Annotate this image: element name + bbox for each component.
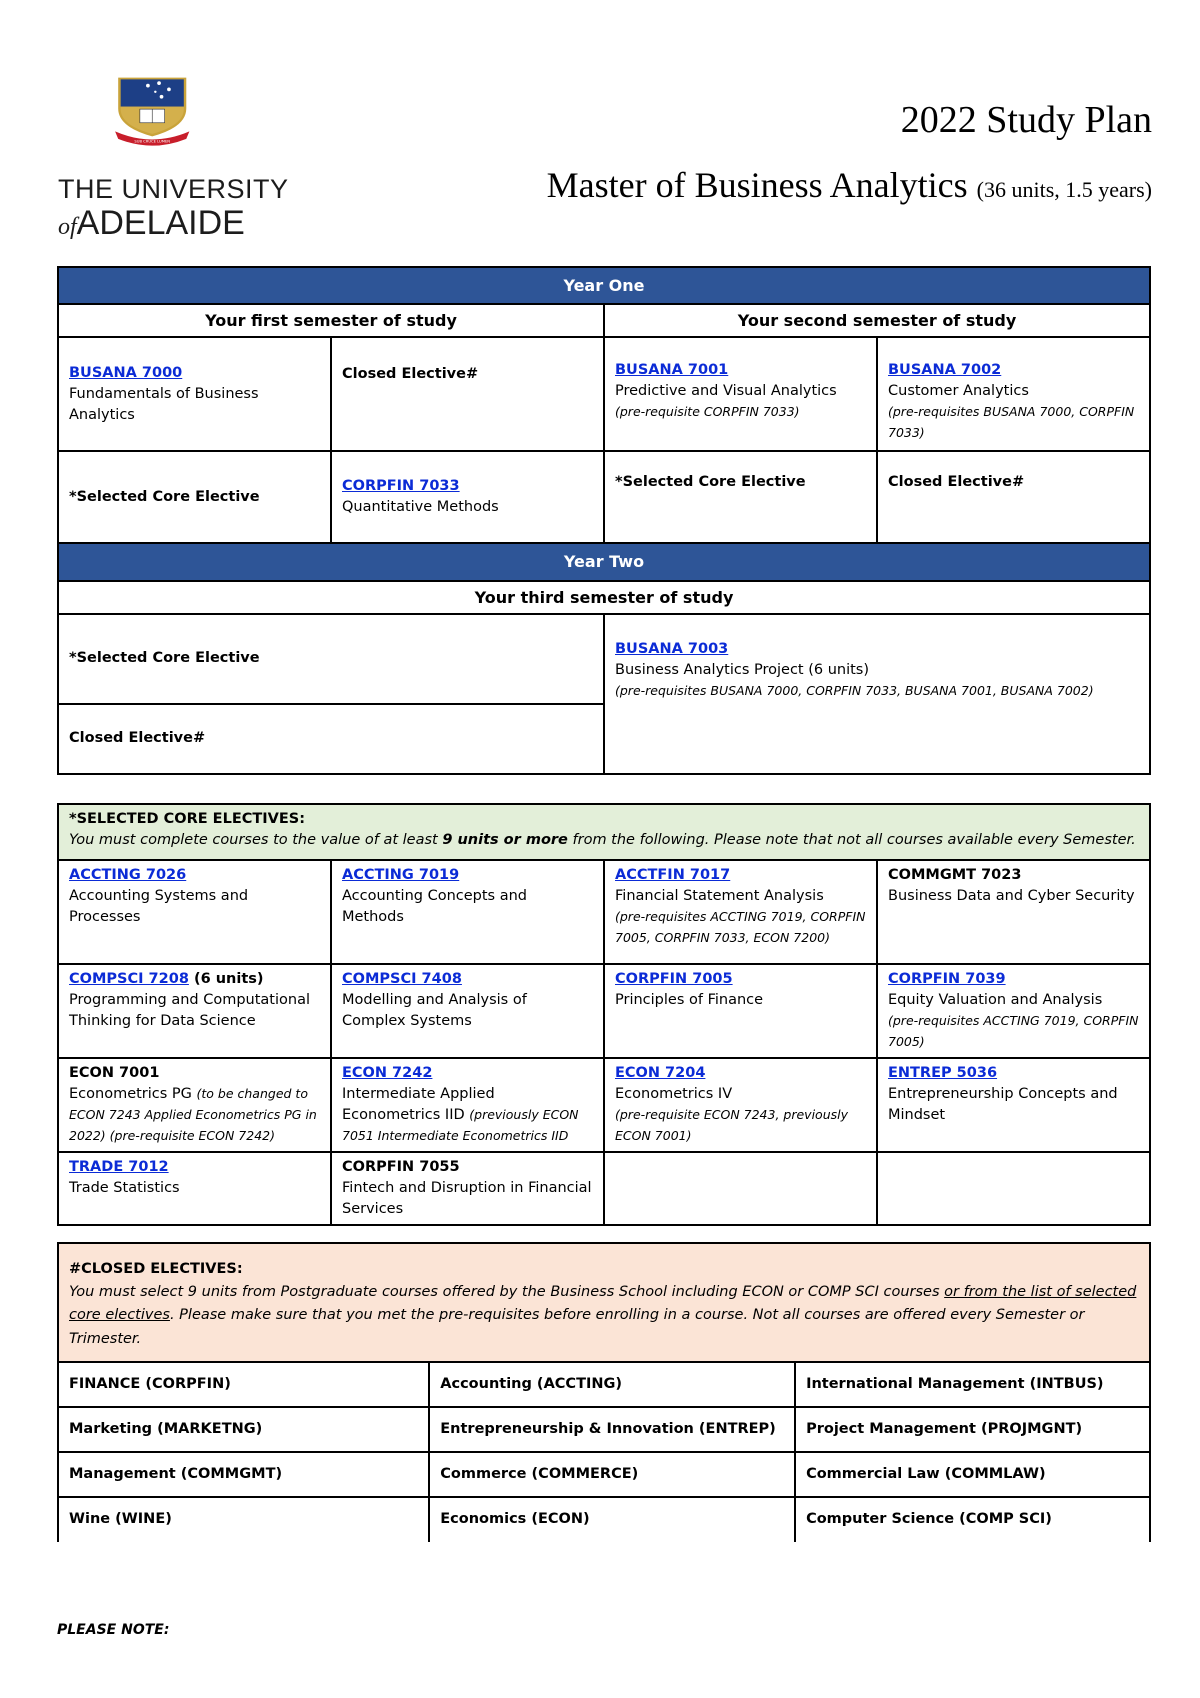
course-code: COMMGMT 7023	[888, 867, 1022, 884]
closed-elective-area: Marketing (MARKETNG)	[58, 1407, 429, 1452]
closed-elective-area: Accounting (ACCTING)	[429, 1362, 795, 1407]
elective-cell	[58, 860, 331, 964]
course-name: Principles of Finance	[615, 992, 764, 1009]
elective-cell	[877, 964, 1150, 1058]
course-note: (pre-requisite CORPFIN 7033)	[615, 404, 800, 420]
closed-elective-area: Wine (WINE)	[58, 1497, 429, 1542]
course-note: (pre-requisites ACCTING 7019, CORPFIN 7005, CORPFIN 7033, ECON 7200)	[615, 909, 866, 946]
course-code: CORPFIN 7055	[342, 1159, 460, 1176]
core-electives-desc: You must complete courses to the value of at least 9 units or more from the following. Please note that not all courses available every Semester.	[69, 832, 1136, 849]
logo-wordmark-line1: THE UNIVERSITY	[58, 174, 289, 204]
program-title	[547, 164, 1152, 206]
elective-cell	[58, 1152, 331, 1225]
course-link-busana7003[interactable]: BUSANA 7003	[615, 640, 729, 657]
course-name: Econometrics PG	[69, 1086, 197, 1103]
closed-elective-area: Economics (ECON)	[429, 1497, 795, 1542]
closed-electives-table	[57, 1242, 1151, 1542]
course-link[interactable]: ECON 7204	[615, 1065, 706, 1082]
closed-electives-desc: You must select 9 units from Postgraduate courses offered by the Business School including ECON or COMP SCI courses or from the list of selected core electives. Please make sure that you met the pre-requisites before enrolling in a course. Not all courses are offered every Semester or Trimester.	[69, 1284, 1137, 1347]
closed-elective-area: FINANCE (CORPFIN)	[58, 1362, 429, 1407]
course-name: Quantitative Methods	[342, 499, 499, 516]
course-name: Business Analytics Project (6 units)	[615, 661, 870, 678]
crest-motto: SUB CRUCE LUMEN	[134, 139, 171, 144]
closed-elective-cell: Closed Elective#	[331, 337, 604, 451]
course-link[interactable]: CORPFIN 7039	[888, 971, 1006, 988]
elective-cell	[604, 964, 877, 1058]
logo-of: of	[58, 214, 77, 240]
course-name: Trade Statistics	[69, 1180, 180, 1197]
core-elective-cell: *Selected Core Elective	[604, 451, 877, 543]
course-link-busana7002[interactable]: BUSANA 7002	[888, 362, 1002, 379]
elective-cell	[331, 1152, 604, 1225]
course-note: (pre-requisites BUSANA 7000, CORPFIN 7033, BUSANA 7001, BUSANA 7002)	[615, 682, 1094, 698]
elective-cell	[604, 860, 877, 964]
empty-cell	[877, 1152, 1150, 1225]
course-name: Fintech and Disruption in Financial Services	[342, 1180, 592, 1218]
course-link[interactable]: ACCTING 7019	[342, 867, 460, 884]
course-link-busana7000[interactable]: BUSANA 7000	[69, 364, 183, 381]
elective-cell	[877, 1058, 1150, 1152]
please-note: PLEASE NOTE:	[57, 1622, 170, 1638]
elective-cell	[331, 860, 604, 964]
closed-elective-area: Commercial Law (COMMLAW)	[795, 1452, 1150, 1497]
logo-wordmark-line2	[58, 204, 245, 243]
sem2-label: Your second semester of study	[604, 304, 1150, 337]
elective-cell	[331, 1058, 604, 1152]
closed-elective-area: Project Management (PROJMGNT)	[795, 1407, 1150, 1452]
course-note: (pre-requisites BUSANA 7000, CORPFIN 7033)	[888, 404, 1135, 441]
course-name: Programming and Computational Thinking for Data Science	[69, 992, 310, 1030]
course-name: Econometrics IV	[615, 1086, 733, 1103]
closed-elective-area: Entrepreneurship & Innovation (ENTREP)	[429, 1407, 795, 1452]
course-note: (to be changed to ECON 7243 Applied Econometrics PG in 2022) (pre-requisite ECON 7242)	[69, 1086, 317, 1144]
elective-cell	[58, 964, 331, 1058]
elective-cell	[604, 1058, 877, 1152]
course-note: (pre-requisites ACCTING 7019, CORPFIN 7005)	[888, 1013, 1139, 1050]
year-title: 2022 Study Plan	[900, 99, 1152, 141]
course-link[interactable]: ENTREP 5036	[888, 1065, 998, 1082]
course-link[interactable]: COMPSCI 7408	[342, 971, 462, 988]
university-crest-logo	[112, 74, 242, 174]
elective-cell	[877, 860, 1150, 964]
course-link[interactable]: COMPSCI 7208	[69, 971, 189, 988]
core-electives-table	[57, 803, 1151, 1226]
course-name: Intermediate Applied Econometrics IID	[342, 1086, 495, 1124]
course-link[interactable]: ACCTFIN 7017	[615, 867, 731, 884]
course-link-busana7001[interactable]: BUSANA 7001	[615, 362, 729, 379]
closed-electives-heading: #CLOSED ELECTIVES:	[69, 1261, 243, 1277]
sem3-label: Your third semester of study	[58, 581, 1150, 614]
logo-adelaide: ADELAIDE	[76, 204, 245, 242]
course-cell-corpfin7033	[331, 451, 604, 543]
course-name: Accounting Concepts and Methods	[342, 888, 527, 926]
closed-elective-area: Management (COMMGMT)	[58, 1452, 429, 1497]
elective-cell	[331, 964, 604, 1058]
course-name: Customer Analytics	[888, 383, 1029, 400]
course-name: Modelling and Analysis of Complex Systems	[342, 992, 527, 1030]
study-plan-table	[57, 266, 1151, 775]
course-cell-busana7002	[877, 337, 1150, 451]
selected-core-electives-ref: or from the list of selected core electives	[69, 1284, 1137, 1324]
course-cell-busana7003	[604, 614, 1150, 774]
course-link-corpfin7033[interactable]: CORPFIN 7033	[342, 478, 460, 495]
course-link[interactable]: ECON 7242	[342, 1065, 433, 1082]
core-elective-cell: *Selected Core Elective	[58, 614, 604, 704]
course-units: (6 units)	[188, 971, 264, 988]
course-link[interactable]: ACCTING 7026	[69, 867, 187, 884]
course-note: (pre-requisite ECON 7243, previously ECON 7001)	[615, 1107, 848, 1144]
elective-cell	[58, 1058, 331, 1152]
course-name: Predictive and Visual Analytics	[615, 383, 837, 400]
course-name: Fundamentals of Business Analytics	[69, 385, 259, 423]
closed-elective-cell: Closed Elective#	[877, 451, 1150, 543]
core-elective-cell: *Selected Core Elective	[58, 451, 331, 543]
year-one-bar: Year One	[58, 267, 1150, 304]
program-subtitle: (36 units, 1.5 years)	[976, 177, 1152, 202]
course-name: Accounting Systems and Processes	[69, 888, 249, 926]
program-name: Master of Business Analytics	[546, 165, 968, 205]
course-code: ECON 7001	[69, 1065, 160, 1082]
closed-elective-area: Computer Science (COMP SCI)	[795, 1497, 1150, 1542]
closed-elective-cell: Closed Elective#	[58, 704, 604, 774]
course-name: Entrepreneurship Concepts and Mindset	[888, 1086, 1118, 1124]
course-name: Business Data and Cyber Security	[888, 888, 1135, 905]
course-name: Financial Statement Analysis	[615, 888, 824, 905]
course-cell-busana7001	[604, 337, 877, 451]
closed-elective-area: Commerce (COMMERCE)	[429, 1452, 795, 1497]
core-electives-heading: *SELECTED CORE ELECTIVES:	[69, 811, 306, 827]
course-cell-busana7000	[58, 337, 331, 451]
course-link[interactable]: TRADE 7012	[69, 1159, 169, 1176]
course-link[interactable]: CORPFIN 7005	[615, 971, 733, 988]
course-note: (previously ECON 7051 Intermediate Econometrics IID	[342, 1107, 579, 1144]
course-name: Equity Valuation and Analysis	[888, 992, 1103, 1009]
year-two-bar: Year Two	[58, 543, 1150, 580]
empty-cell	[604, 1152, 877, 1225]
sem1-label: Your first semester of study	[58, 304, 604, 337]
closed-elective-area: International Management (INTBUS)	[795, 1362, 1150, 1407]
